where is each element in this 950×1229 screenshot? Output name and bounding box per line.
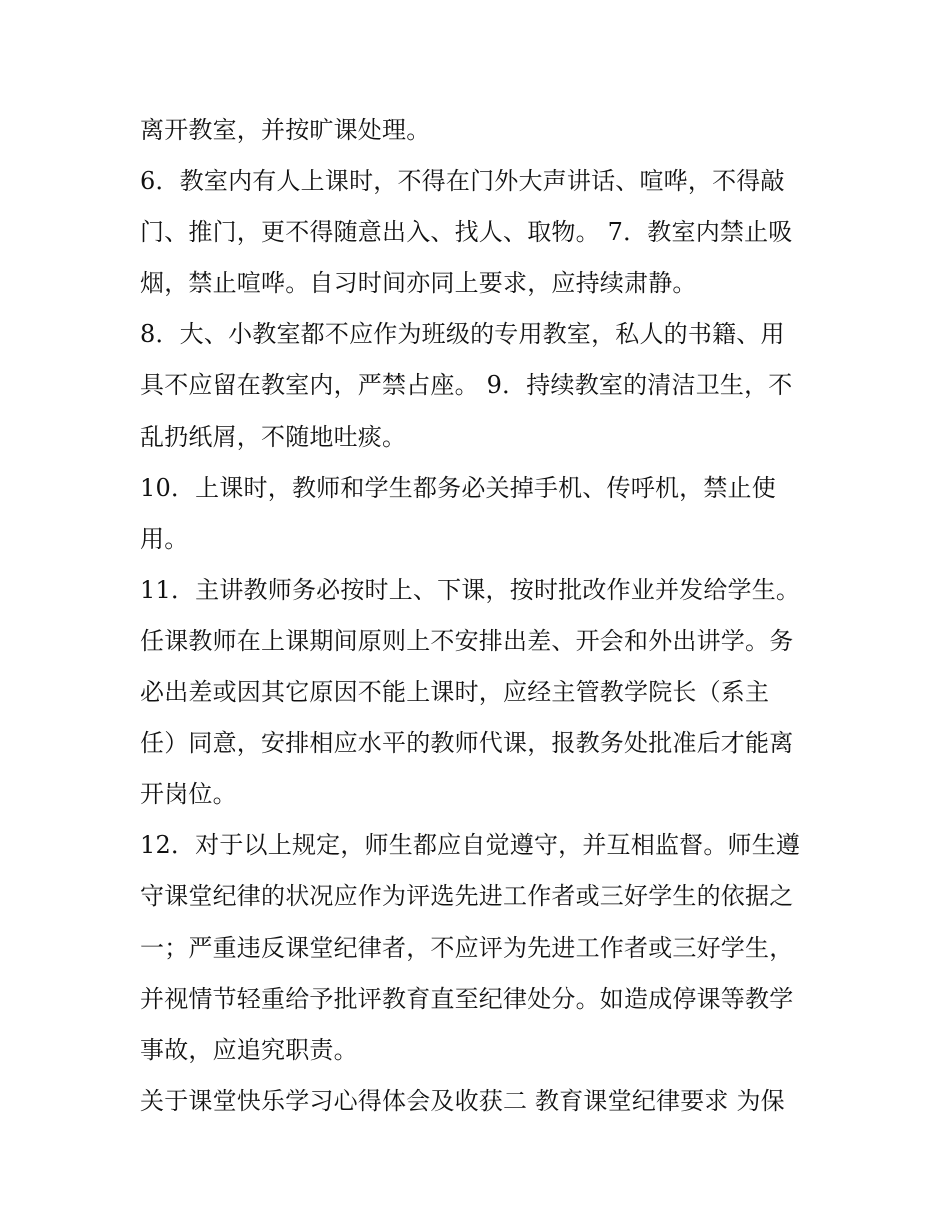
text-line: 6．教室内有人上课时，不得在门外大声讲话、喧哗，不得敲	[140, 167, 785, 196]
text-line: 11．主讲教师务必按时上、下课，按时批改作业并发给学生。	[140, 575, 801, 604]
text-line: 8．大、小教室都不应作为班级的专用教室，私人的书籍、用	[140, 320, 785, 349]
text-line: 离开教室，并按旷课处理。	[140, 116, 431, 144]
text-line: 10．上课时，教师和学生都务必关掉手机、传呼机，禁止使	[140, 473, 776, 502]
text-line: 门、推门，更不得随意出入、找人、取物。 7．教室内禁止吸	[140, 218, 793, 247]
text-line: 任）同意，安排相应水平的教师代课，报教务处批准后才能离	[140, 729, 794, 758]
text-line: 必出差或因其它原因不能上课时，应经主管教学院长（系主	[140, 678, 770, 707]
body-text	[140, 105, 820, 1127]
text-line: 乱扔纸屑，不随地吐痰。	[140, 422, 407, 451]
text-line: 任课教师在上课期间原则上不安排出差、开会和外出讲学。务	[140, 626, 794, 655]
text-line: 一；严重违反课堂纪律者，不应评为先进工作者或三好学生，	[140, 933, 794, 962]
text-line: 烟，禁止喧哗。自习时间亦同上要求，应持续肃静。	[140, 269, 697, 298]
text-line: 开岗位。	[140, 780, 237, 809]
text-line: 具不应留在教室内，严禁占座。 9．持续教室的清洁卫生，不	[140, 371, 793, 400]
text-line: 12．对于以上规定，师生都应自觉遵守，并互相监督。师生遵	[140, 831, 801, 860]
text-line: 关于课堂快乐学习心得体会及收获二 教育课堂纪律要求 为保	[140, 1086, 785, 1115]
text-line: 事故，应追究职责。	[140, 1035, 358, 1064]
text-line: 守课堂纪律的状况应作为评选先进工作者或三好学生的依据之	[140, 882, 794, 911]
text-line: 用。	[140, 524, 189, 553]
text-line: 并视情节轻重给予批评教育直至纪律处分。如造成停课等教学	[140, 984, 794, 1013]
